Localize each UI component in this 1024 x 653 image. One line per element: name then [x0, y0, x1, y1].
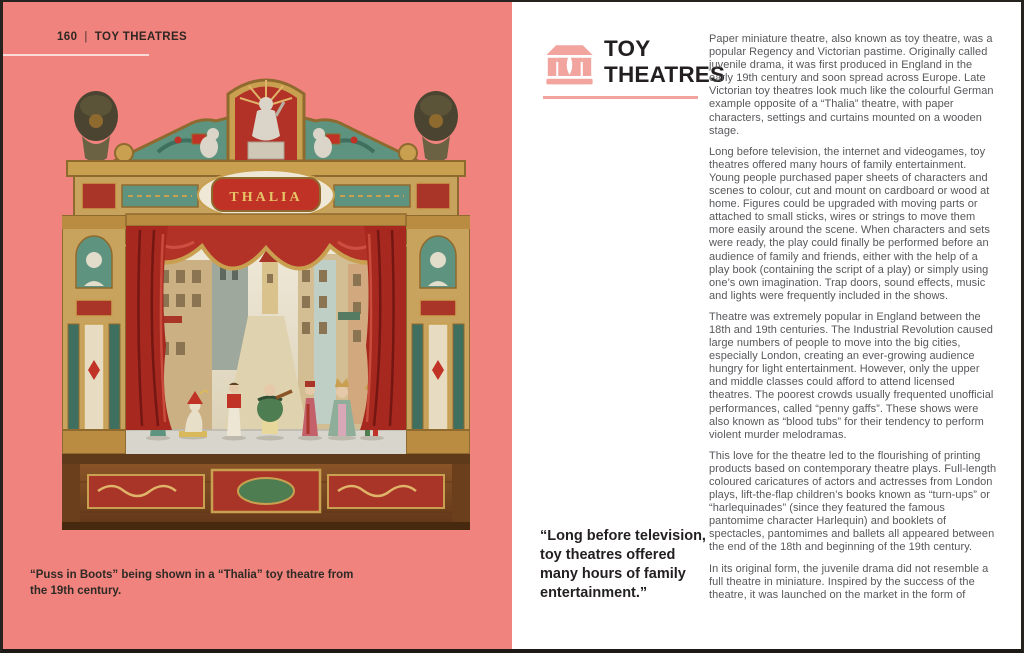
- right-page: [512, 0, 1024, 653]
- paragraph: Paper miniature theatre, also known as toy theatre, was a popular Regency and Victorian pastime. Originally called juvenile drama, it was first produced in England in the early 19th century and soon spread across Europe. Late Victorian toy theatres look much like the colourful German example opposite of a “Thalia” theatre, with paper characters, settings and curtains mounted on a wooden stage.: [709, 33, 994, 137]
- proscenium-column-left: [62, 216, 126, 454]
- paragraph: In its original form, the juvenile drama did not resemble a full theatre in miniature. Inspired by the success of the theatre, it was launched on the market in the form of: [709, 562, 989, 601]
- toy-theatre-graphic: [62, 64, 470, 534]
- section-title-line1: TOY: [604, 36, 651, 61]
- entablature: [67, 161, 465, 220]
- proscenium-column-right: [406, 216, 470, 454]
- header-divider: |: [84, 31, 88, 43]
- thalia-sign: THALIA: [229, 190, 303, 205]
- thalia-toy-theatre-illustration: [62, 64, 470, 534]
- section-title-rule: [543, 96, 698, 99]
- header-rule: [0, 54, 149, 56]
- header-title: TOY THEATRES: [94, 31, 188, 43]
- paragraph: Long before television, the internet and videogames, toy theatres offered many hours of family entertainment. Young people purchased paper sheets of characters and scenes to colour, cut and mount on cardboard or wood at home. Figures could be upgraded with moving parts or attached to small sticks, wires or strings to move them more easily around the scene. When characters and sets were ready, the play could finally be performed before an audience of family and friends, either with the help of a play book (containing the script of a play) or simply using one’s own imagination. Trap doors, sound effects, music and lights were frequently included in the shows.: [709, 145, 990, 302]
- image-caption: “Puss in Boots” being shown in a “Thalia” toy theatre from the 19th century.: [30, 569, 354, 597]
- pediment: [114, 80, 418, 162]
- article-body: [709, 33, 997, 610]
- pull-quote: “Long before television, toy theatres offered many hours of family entertainment.”: [540, 528, 706, 601]
- page-number: 160: [57, 31, 78, 43]
- section-title: [604, 36, 725, 88]
- page-header: [57, 31, 187, 43]
- corner-ornament-right: [414, 91, 458, 162]
- paragraph: This love for the theatre led to the flourishing of printing products based on contemporary theatre plays. Full-length coloured caricatures of actors and actresses from London plays, lift-the-flap children’s books known as “turn-ups” or “harlequinades” (since they featured the famous pantomime character Harlequin) and booklets of spectacles, pantomimes and ballets all appeared between the end of the 18th and beginning of the 19th century.: [709, 449, 997, 554]
- corner-ornament-left: [74, 91, 118, 162]
- paragraph: Theatre was extremely popular in England between the 18th and 19th centuries. The Industrial Revolution caused large numbers of people to move into the big cities, especially London, creating an ever-growing audience hungry for light entertainment. However, only the upper and middle classes could afford to attend licensed theatres. The poorest crowds usually frequented unofficial performances, called “penny gaffs”. These shows were also known as “blood tubs” for their tendency to perform violent murder melodramas.: [709, 310, 994, 441]
- stage-base: [62, 454, 470, 530]
- toy-theatre-icon: [545, 37, 594, 94]
- section-title-line2: THEATRES: [604, 62, 726, 87]
